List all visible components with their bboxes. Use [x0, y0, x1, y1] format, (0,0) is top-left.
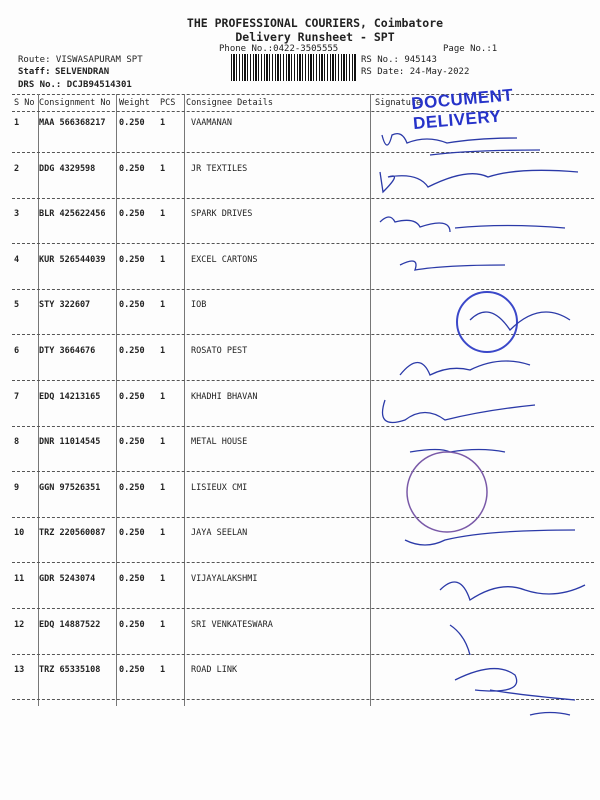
consignment-number: DDG 4329598 [39, 163, 96, 174]
serial-number: 6 [14, 346, 20, 356]
pieces: 1 [160, 254, 166, 265]
consignment-number: GDR 5243074 [39, 574, 96, 584]
weight: 0.250 [119, 528, 145, 539]
weight: 0.250 [119, 209, 145, 220]
pieces: 1 [160, 619, 166, 630]
signature-4 [400, 261, 505, 270]
consignment-number: KUR 526544039 [39, 254, 106, 265]
consignee-name: METAL HOUSE [191, 437, 248, 448]
page-number: Page No.:1 [443, 44, 498, 54]
col-weight: Weight [119, 98, 150, 108]
phone: Phone No.:0422-3505555 [219, 44, 339, 54]
col-signature: Signature [375, 98, 422, 108]
consignee-name: ROSATO PEST [191, 346, 248, 356]
pieces: 1 [160, 391, 166, 402]
col-sno: S No [14, 98, 35, 108]
consignee-name: IOB [191, 300, 207, 311]
serial-number: 4 [14, 254, 20, 265]
weight: 0.250 [119, 391, 145, 402]
serial-number: 2 [14, 163, 20, 174]
pieces: 1 [160, 665, 166, 676]
route: Route: VISWASAPURAM SPT [18, 55, 143, 65]
signature-7 [383, 400, 536, 423]
signature-1 [382, 134, 540, 155]
weight: 0.250 [119, 118, 145, 128]
signature-2 [380, 170, 578, 192]
pieces: 1 [160, 574, 166, 584]
weight: 0.250 [119, 574, 145, 584]
runsheet-title: Delivery Runsheet - SPT [235, 30, 395, 44]
pieces: 1 [160, 209, 166, 220]
col-consignment: Consignment No [39, 98, 111, 108]
consignment-number: TRZ 65335108 [39, 665, 101, 676]
weight: 0.250 [119, 346, 145, 356]
serial-number: 12 [14, 619, 25, 630]
consignee-name: KHADHI BHAVAN [191, 391, 258, 402]
consignment-number: TRZ 220560087 [39, 528, 106, 539]
pieces: 1 [160, 482, 166, 493]
signature-13 [455, 669, 575, 715]
consignee-name: SPARK DRIVES [191, 209, 253, 220]
signature-3 [380, 217, 565, 232]
signature-8 [410, 450, 505, 453]
signature-11 [440, 582, 585, 600]
consignee-name: LISIEUX CMI [191, 482, 248, 493]
document-delivery-stamp: DOCUMENT DELIVERY [410, 85, 515, 134]
consignee-name: SRI VENKATESWARA [191, 619, 273, 630]
consignee-name: VIJAYALAKSHMI [191, 574, 258, 584]
col-pcs: PCS [160, 98, 176, 108]
stamp-seal-school [407, 452, 487, 532]
serial-number: 1 [14, 118, 20, 128]
serial-number: 7 [14, 391, 20, 402]
col-consignee: Consignee Details [186, 98, 273, 108]
consignment-number: STY 322607 [39, 300, 91, 311]
serial-number: 9 [14, 482, 20, 493]
serial-number: 11 [14, 574, 25, 584]
serial-number: 10 [14, 528, 25, 539]
serial-number: 8 [14, 437, 20, 448]
drs-number: DRS No.: DCJB94514301 [18, 80, 132, 90]
consignment-number: DTY 3664676 [39, 346, 96, 356]
serial-number: 5 [14, 300, 20, 311]
weight: 0.250 [119, 619, 145, 630]
consignee-name: JR TEXTILES [191, 163, 248, 174]
consignment-number: BLR 425622456 [39, 209, 106, 220]
consignee-name: EXCEL CARTONS [191, 254, 258, 265]
consignee-name: JAYA SEELAN [191, 528, 248, 539]
pieces: 1 [160, 118, 166, 128]
signature-10 [405, 530, 575, 545]
weight: 0.250 [119, 437, 145, 448]
pieces: 1 [160, 346, 166, 356]
consignee-name: VAAMANAN [191, 118, 232, 128]
pieces: 1 [160, 437, 166, 448]
weight: 0.250 [119, 300, 145, 311]
rs-number: RS No.: 945143 [361, 55, 437, 65]
company-title: THE PROFESSIONAL COURIERS, Coimbatore [186, 16, 444, 30]
staff-label: Staff: [18, 67, 51, 77]
consignee-name: ROAD LINK [191, 665, 238, 676]
consignment-number: EDQ 14887522 [39, 619, 101, 630]
rs-date: RS Date: 24-May-2022 [361, 67, 470, 77]
weight: 0.250 [119, 482, 145, 493]
stamp-seal-iob [457, 292, 517, 352]
consignment-number: GGN 97526351 [39, 482, 101, 493]
signature-6 [400, 361, 530, 375]
signature-12 [450, 625, 470, 655]
weight: 0.250 [119, 665, 145, 676]
pieces: 1 [160, 163, 166, 174]
consignment-number: EDQ 14213165 [39, 391, 101, 402]
pieces: 1 [160, 528, 166, 539]
weight: 0.250 [119, 163, 145, 174]
consignment-number: DNR 11014545 [39, 437, 101, 448]
serial-number: 13 [14, 665, 25, 676]
staff-name: SELVENDRAN [55, 67, 110, 77]
consignment-number: MAA 566368217 [39, 118, 106, 128]
pieces: 1 [160, 300, 166, 311]
serial-number: 3 [14, 209, 20, 220]
weight: 0.250 [119, 254, 145, 265]
